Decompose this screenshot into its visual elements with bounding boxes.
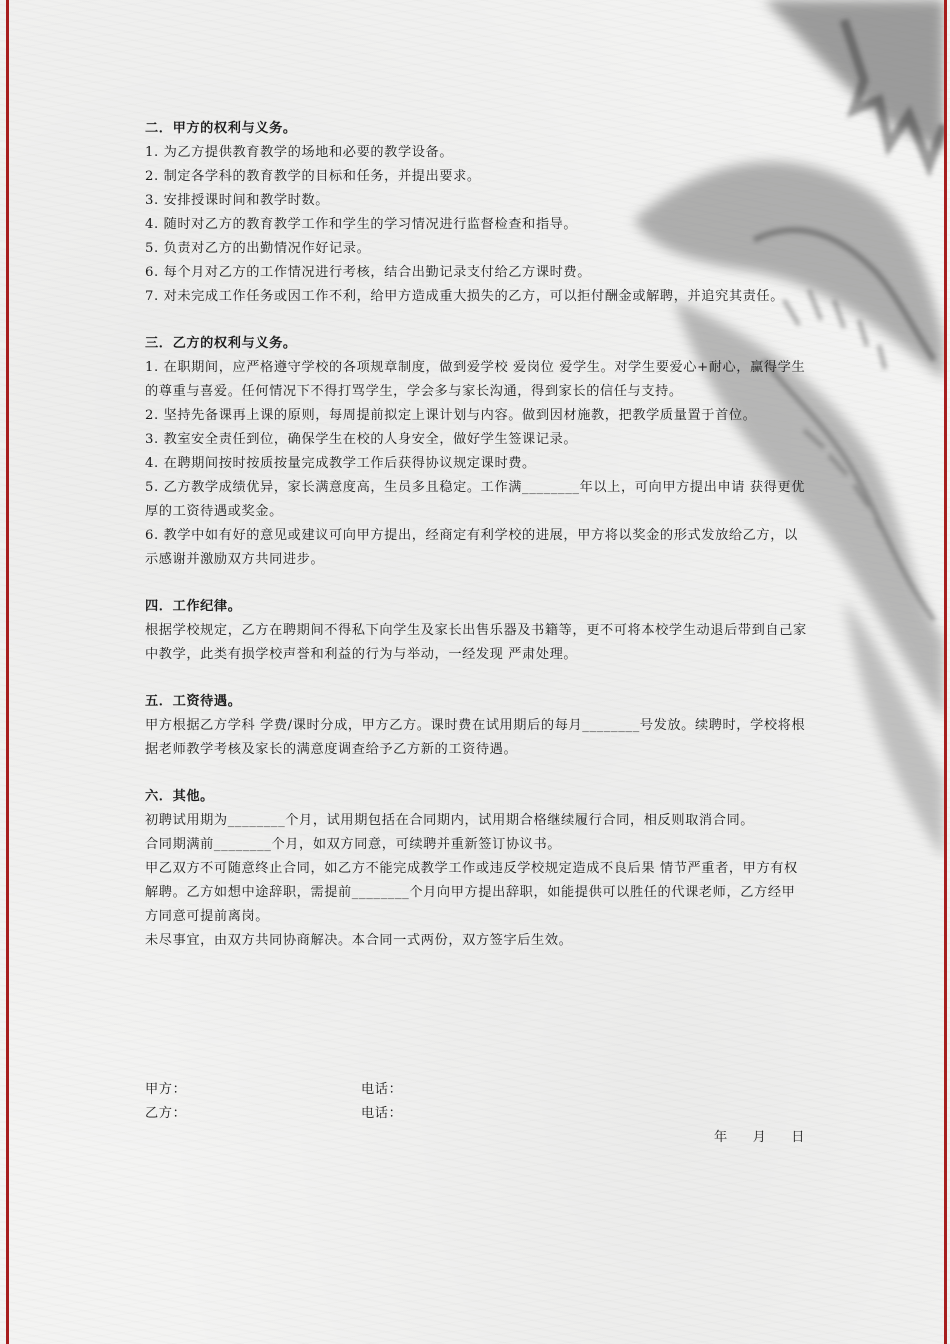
section-heading: 六．其他。 [145, 789, 214, 804]
clause: 3. 教室安全责任到位，确保学生在校的人身安全，做好学生签课记录。 [145, 432, 578, 447]
section-heading: 四．工作纪律。 [145, 599, 242, 614]
clause: 甲方根据乙方学科 学费/课时分成，甲方乙方。课时费在试用期后的每月________号发放。续聘时，学校将根据老师教学考核及家长的满意度调查给予乙方新的工资待遇。 [145, 718, 806, 757]
clause: 1. 为乙方提供教育教学的场地和必要的教学设备。 [145, 145, 454, 160]
signature-row-party-a [145, 1078, 807, 1102]
section-salary [145, 690, 807, 762]
date-day: 日 [791, 1130, 805, 1145]
date-year: 年 [714, 1130, 728, 1145]
signing-date [694, 1126, 805, 1150]
party-b-phone-label: 电话： [361, 1106, 403, 1121]
party-b-label: 乙方： [145, 1106, 187, 1121]
party-a-label: 甲方： [145, 1082, 187, 1097]
clause: 根据学校规定，乙方在聘期间不得私下向学生及家长出售乐器及书籍等，更不可将本校学生动退后带到自己家中教学，此类有损学校声誉和利益的行为与举动，一经发现 严肃处理。 [145, 623, 807, 662]
clause: 3. 安排授课时间和教学时数。 [145, 193, 330, 208]
clause: 6. 每个月对乙方的工作情况进行考核，结合出勤记录支付给乙方课时费。 [145, 265, 591, 280]
clause: 6. 教学中如有好的意见或建议可向甲方提出，经商定有利学校的进展，甲方将以奖金的形式发放给乙方，以示感谢并激励双方共同进步。 [145, 528, 798, 567]
clause: 1. 在职期间，应严格遵守学校的各项规章制度，做到爱学校 爱岗位 爱学生。对学生要爱心+耐心，赢得学生的尊重与喜爱。任何情况下不得打骂学生，学会多与家长沟通，得到家长的信任与支持。 [145, 360, 806, 399]
signature-row-party-b [145, 1102, 807, 1126]
right-red-border [944, 0, 947, 1344]
clause: 合同期满前________个月，如双方同意，可续聘并重新签订协议书。 [145, 837, 562, 852]
clause: 5. 乙方教学成绩优异，家长满意度高，生员多且稳定。工作满________年以上，可向甲方提出申请 获得更优厚的工资待遇或奖金。 [145, 480, 805, 519]
left-red-border [6, 0, 9, 1344]
clause: 4. 随时对乙方的教育教学工作和学生的学习情况进行监督检查和指导。 [145, 217, 578, 232]
section-other [145, 785, 807, 953]
clause: 未尽事宜，由双方共同协商解决。本合同一式两份，双方签字后生效。 [145, 933, 573, 948]
clause: 初聘试用期为________个月，试用期包括在合同期内，试用期合格继续履行合同，相反则取消合同。 [145, 813, 755, 828]
date-month: 月 [752, 1130, 767, 1145]
clause: 2. 制定各学科的教育教学的目标和任务，并提出要求。 [145, 169, 481, 184]
contract-body [145, 117, 807, 976]
section-party-a-rights [145, 117, 807, 309]
party-a-phone-label: 电话： [361, 1082, 403, 1097]
clause: 2. 坚持先备课再上课的原则，每周提前拟定上课计划与内容。做到因材施教，把教学质量置于首位。 [145, 408, 757, 423]
clause: 7. 对未完成工作任务或因工作不利，给甲方造成重大损失的乙方，可以拒付酬金或解聘，并追究其责任。 [145, 289, 785, 304]
section-work-discipline [145, 595, 807, 667]
clause: 4. 在聘期间按时按质按量完成教学工作后获得协议规定课时费。 [145, 456, 536, 471]
clause: 5. 负责对乙方的出勤情况作好记录。 [145, 241, 371, 256]
section-heading: 二．甲方的权利与义务。 [145, 121, 297, 136]
section-heading: 五．工资待遇。 [145, 694, 242, 709]
clause: 甲乙双方不可随意终止合同，如乙方不能完成教学工作或违反学校规定造成不良后果 情节严重者，甲方有权解聘。乙方如想中途辞职，需提前________个月向甲方提出辞职，如能提供可以胜任的代课老师，乙方经甲方同意可提前离岗。 [145, 861, 798, 924]
section-party-b-rights [145, 332, 807, 572]
signature-block [145, 1078, 807, 1145]
section-heading: 三．乙方的权利与义务。 [145, 336, 297, 351]
